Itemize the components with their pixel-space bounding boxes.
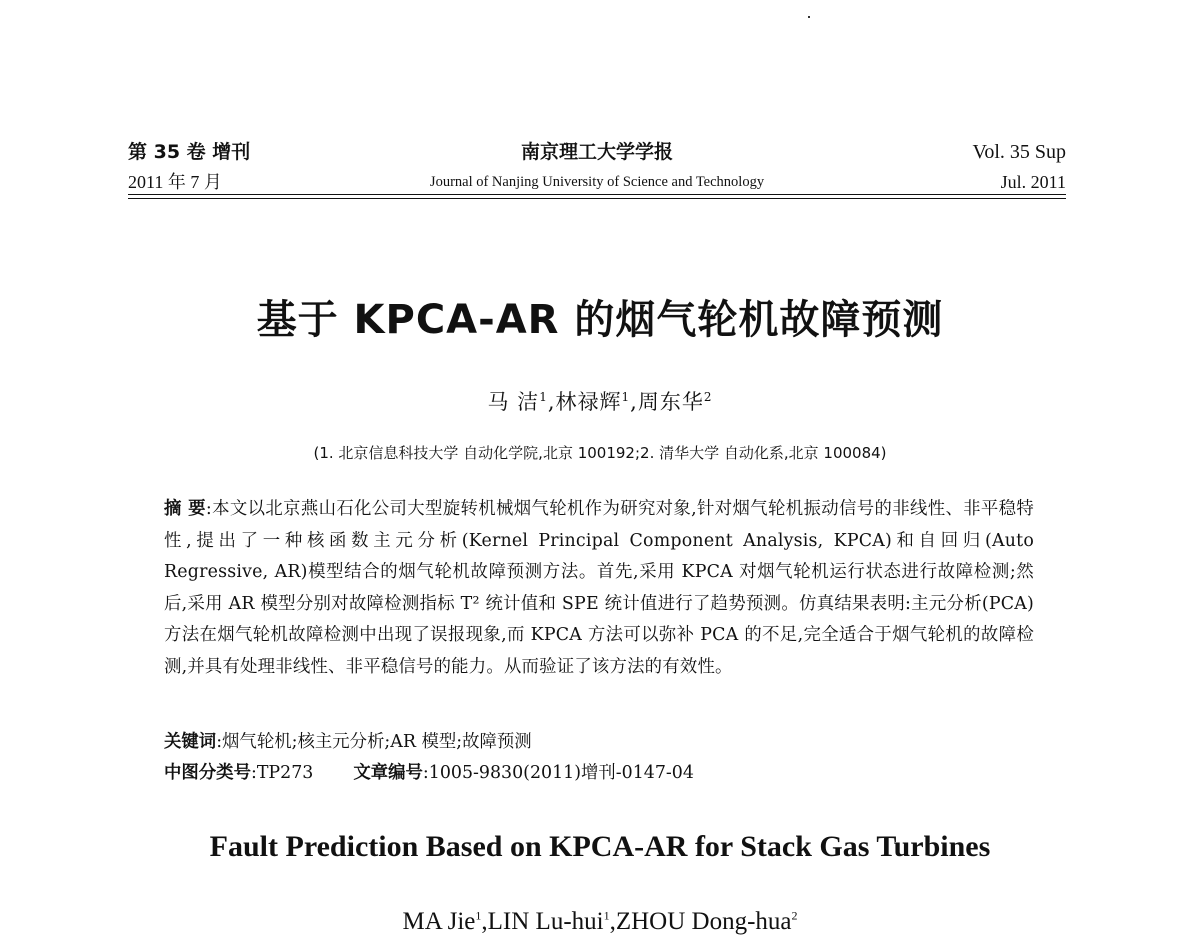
author-en-1: MA Jie$^1$, bbox=[402, 908, 488, 935]
author-affil-mark: 1 bbox=[621, 390, 631, 404]
stray-dot bbox=[808, 16, 810, 18]
date-cn: 2011 年 7 月 bbox=[128, 172, 222, 192]
header-rule-thin bbox=[128, 198, 1066, 199]
paper-title-en: Fault Prediction Based on KPCA-AR for Stack Gas Turbines bbox=[209, 830, 991, 863]
author-affil-mark: 2 bbox=[791, 908, 798, 923]
keywords-text: :烟气轮机;核主元分析;AR 模型;故障预测 bbox=[216, 732, 532, 752]
author-affil-mark: 1 bbox=[603, 908, 610, 923]
header-right bbox=[866, 138, 1066, 196]
author-en-2: LIN Lu-hui$^1$, bbox=[487, 908, 616, 935]
authors-en bbox=[100, 908, 1100, 936]
volume-en: Vol. 35 Sup bbox=[972, 141, 1066, 163]
author-affil-mark: 2 bbox=[703, 390, 713, 404]
keywords-cn bbox=[164, 727, 1064, 757]
affiliation-cn: (1. 北京信息科技大学 自动化学院,北京 100192;2. 清华大学 自动化系,北京 100084) bbox=[313, 444, 887, 462]
abstract-cn bbox=[164, 494, 1034, 684]
article-no-label: 文章编号 bbox=[353, 763, 423, 783]
authors-cn bbox=[100, 386, 1100, 416]
header-left bbox=[128, 138, 328, 196]
paper-title-cn: 基于 KPCA-AR 的烟气轮机故障预测 bbox=[256, 297, 944, 343]
classification-line bbox=[164, 758, 1064, 788]
author-cn-3: 周东华$^2$ bbox=[637, 390, 713, 414]
clc-label: 中图分类号 bbox=[164, 763, 251, 783]
abstract-label: 摘 要 bbox=[164, 499, 206, 519]
author-cn-1: 马 洁$^1$, bbox=[487, 390, 556, 414]
journal-name-en: Journal of Nanjing University of Science and Technology bbox=[429, 174, 765, 190]
abstract-text: :本文以北京燕山石化公司大型旋转机械烟气轮机作为研究对象,针对烟气轮机振动信号的非线性、非平稳特性,提出了一种核函数主元分析(Kernel Principal Component Analysis, KPCA)和自回归(Auto Regressive, AR)模型结合的烟气轮机故障预测方法。首先,采用 KPCA 对烟气轮机运行状态进行故障检测;然后,采用 AR 模型分别对故障检测指标 T² 统计值和 SPE 统计值进行了趋势预测。仿真结果表明:主元分析(PCA)方法在烟气轮机故障检测中出现了误报现象,而 KPCA 方法可以弥补 PCA 的不足,完全适合于烟气轮机的故障检测,并具有处理非线性、非平稳信号的能力。从而验证了该方法的有效性。 bbox=[164, 499, 1035, 677]
header-rule-thick bbox=[128, 194, 1066, 195]
author-en-3: ZHOU Dong-hua$^2$ bbox=[615, 908, 798, 935]
keywords-label: 关键词 bbox=[164, 732, 217, 752]
author-affil-mark: 1 bbox=[475, 908, 482, 923]
author-affil-mark: 1 bbox=[539, 390, 548, 404]
journal-header bbox=[128, 138, 1066, 198]
clc-value: :TP273 bbox=[250, 763, 314, 783]
author-cn-2: 林禄辉$^1$, bbox=[555, 390, 638, 414]
header-center bbox=[358, 138, 836, 196]
date-en: Jul. 2011 bbox=[1000, 172, 1066, 192]
article-no-value: :1005-9830(2011)增刊-0147-04 bbox=[422, 763, 694, 783]
journal-name-cn: 南京理工大学学报 bbox=[520, 141, 673, 163]
volume-cn: 第 35 卷 增刊 bbox=[128, 141, 251, 163]
